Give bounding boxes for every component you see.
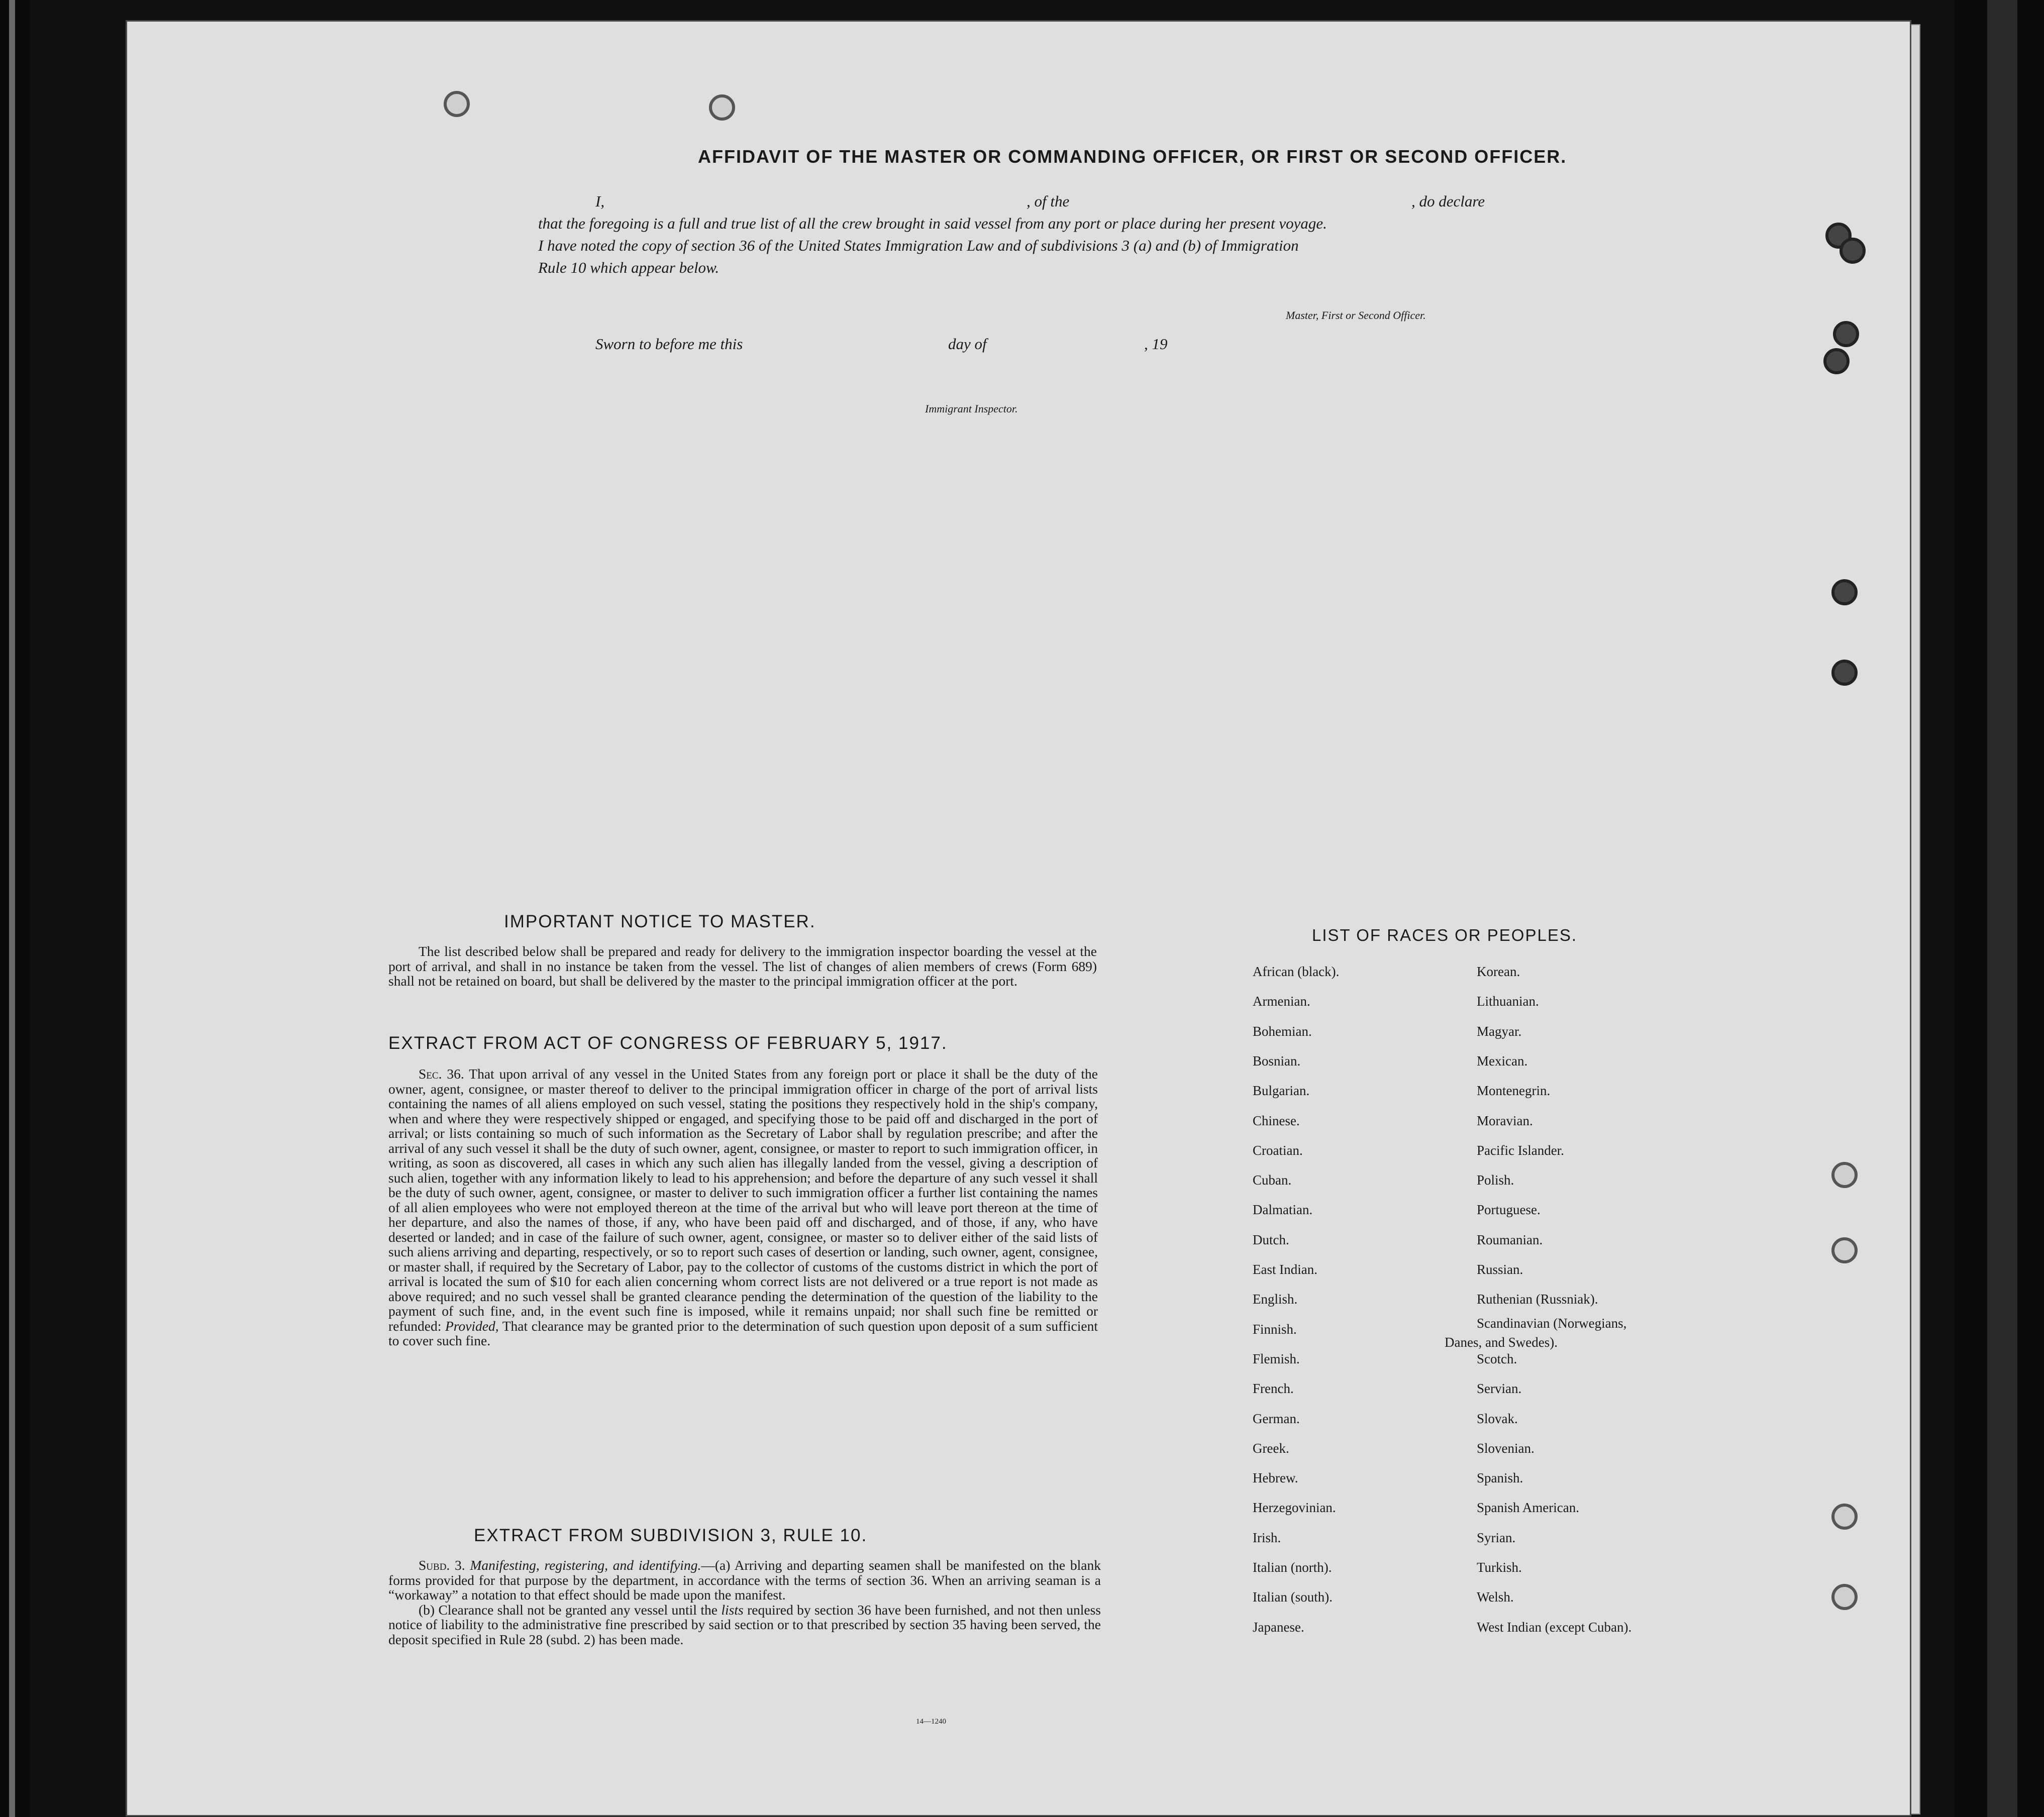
punch-hole — [1831, 1237, 1858, 1263]
race-item: Scotch. — [1477, 1351, 1517, 1366]
punch-hole — [1831, 579, 1858, 605]
rule-para-b-lists: lists — [721, 1601, 744, 1618]
punch-hole — [1831, 1584, 1858, 1610]
race-item: East Indian. — [1253, 1262, 1317, 1277]
race-item: Slovak. — [1477, 1411, 1518, 1426]
binder-right-strip — [1987, 0, 2017, 1817]
race-item: Ruthenian (Russniak). — [1477, 1292, 1598, 1307]
race-item: African (black). — [1253, 964, 1340, 979]
sworn-year: , 19 — [1144, 335, 1168, 353]
race-item: Italian (north). — [1253, 1560, 1332, 1575]
binder-left-edge — [0, 0, 30, 1817]
race-item: Dutch. — [1253, 1232, 1289, 1247]
race-item: Lithuanian. — [1477, 994, 1539, 1009]
act-provided: Provided, — [445, 1318, 499, 1334]
race-item: Russian. — [1477, 1262, 1523, 1277]
race-item: Croatian. — [1253, 1142, 1303, 1158]
race-item: Armenian. — [1253, 994, 1310, 1009]
race-item: Polish. — [1477, 1172, 1514, 1188]
race-item: Hebrew. — [1253, 1470, 1298, 1486]
race-item: Turkish. — [1477, 1560, 1522, 1575]
race-item: Bulgarian. — [1253, 1083, 1310, 1099]
race-item: Pacific Islander. — [1477, 1142, 1564, 1158]
punch-hole — [1823, 348, 1850, 374]
race-scandinavian-continued: Danes, and Swedes). — [1445, 1335, 1558, 1350]
race-item: French. — [1253, 1381, 1294, 1397]
race-item: Finnish. — [1253, 1321, 1297, 1337]
race-item: Cuban. — [1253, 1172, 1292, 1188]
race-item: Slovenian. — [1477, 1440, 1535, 1456]
sworn-day-of: day of — [948, 335, 987, 353]
manifest-page — [126, 20, 1911, 1816]
act-title: EXTRACT FROM ACT OF CONGRESS OF FEBRUARY 5, 1917. — [388, 1033, 948, 1053]
affidavit-line2: that the foregoing is a full and true list of all the crew brought in said vessel from any port or place during her present voyage. — [538, 215, 1327, 232]
race-item: Portuguese. — [1477, 1202, 1541, 1218]
race-item: Syrian. — [1477, 1530, 1516, 1545]
punch-hole — [1833, 321, 1859, 347]
act-text-end: That clearance may be granted prior to the determination of such question upon deposit of a sum sufficient to cover such fine. — [388, 1318, 1098, 1348]
race-item: Herzegovinian. — [1253, 1500, 1336, 1516]
race-item: German. — [1253, 1411, 1300, 1426]
act-section-label: Sec. 36. — [419, 1066, 464, 1082]
race-item: Chinese. — [1253, 1113, 1300, 1128]
affidavit-line1-mid: , of the — [1027, 192, 1070, 210]
rule-subd-label: Subd. 3. — [419, 1557, 465, 1573]
rule-para-a: —(a) Arriving and departing seamen shall be manifested on the blank forms provided for that purpose by the department, in accordance with the terms of section 36. When an arriving seaman is a “workaway” a notation to that effect should be made upon the manifest. — [388, 1557, 1101, 1602]
punch-hole — [1831, 1504, 1858, 1530]
race-item: Roumanian. — [1477, 1232, 1543, 1247]
notice-text-block — [388, 944, 1097, 989]
affidavit-line3: I have noted the copy of section 36 of the United States Immigration Law and of subdivisions 3 (a) and (b) of Immigration — [538, 237, 1299, 254]
race-item: Scandinavian (Norwegians, — [1477, 1315, 1627, 1331]
race-item: West Indian (except Cuban). — [1477, 1619, 1632, 1635]
race-item: Bohemian. — [1253, 1023, 1312, 1039]
affidavit-line1-end: , do declare — [1411, 192, 1485, 210]
race-item: Servian. — [1477, 1381, 1522, 1397]
race-item: Dalmatian. — [1253, 1202, 1313, 1218]
notice-text: The list described below shall be prepared and ready for delivery to the immigration inspector boarding the vessel at the port of arrival, and shall in no instance be taken from the vessel. The list of changes of alien members of crews (Form 689) shall not be retained on board, but shall be delivered by the master to the principal immigration officer at the port. — [388, 943, 1097, 989]
race-item: Bosnian. — [1253, 1053, 1301, 1068]
race-item: Flemish. — [1253, 1351, 1300, 1366]
inspector-label: Immigrant Inspector. — [925, 402, 1018, 415]
affidavit-line1-start: I, — [595, 192, 605, 210]
races-title: LIST OF RACES OR PEOPLES. — [1312, 926, 1578, 944]
race-item: Mexican. — [1477, 1053, 1528, 1068]
race-item: Montenegrin. — [1477, 1083, 1551, 1099]
sworn-text: Sworn to before me this — [595, 335, 743, 353]
race-item: Welsh. — [1477, 1589, 1514, 1605]
race-item: Spanish American. — [1477, 1500, 1579, 1516]
punch-hole — [1831, 1162, 1858, 1188]
race-item: English. — [1253, 1292, 1298, 1307]
rule-text-block — [388, 1558, 1101, 1647]
affidavit-title: AFFIDAVIT OF THE MASTER OR COMMANDING OFFICER, OR FIRST OR SECOND OFFICER. — [698, 146, 1567, 167]
master-signature-label: Master, First or Second Officer. — [1286, 309, 1426, 322]
punch-hole — [1839, 238, 1866, 264]
act-text: That upon arrival of any vessel in the United States from any foreign port or place it shall be the duty of the owner, agent, consignee, or master thereof to deliver to the principal immigration officer in charge of the port of arrival lists containing the names of all aliens employed on such vessel, stating the positions they respectively hold in the ship's company, when and where they were respectively shipped or engaged, and specifying those to be paid off and discharged in the port of arrival; or lists containing so much of such information as the Secretary of Labor shall by regulation prescribe; and after the arrival of any such vessel it shall be the duty of such owner, agent, consignee, or master to report to such immigration officer, in writing, as soon as discovered, all cases in which any such alien has illegally landed from the vessel, giving a description of such alien, together with any information likely to lead to his apprehension; and before the departure of any such vessel it shall be the duty of such owner, agent, consignee, or master to deliver to such immigration officer a further list containing the names of all alien employees who were not employed thereon at the time of the arrival but who will leave port thereon at the time of her departure, and also the names of those, if any, who have been paid off and discharged, and of those, if any, who have deserted or landed; and in case of the failure of such owner, agent, consignee, or master so to deliver either of the said lists of such aliens arriving and departing, respectively, or so to report such cases of desertion or landing, such owner, agent, consignee, or master shall, if required by the Secretary of Labor, pay to the collector of customs of the customs district in which the port of arrival is located the sum of $10 for each alien concerning whom correct lists are not delivered or a true report is not made as above required; and no such vessel shall be granted clearance pending the determination of the question of the liability to the payment of such fine, and, in the event such fine is imposed, while it remains unpaid; nor shall such fine be remitted or refunded: — [388, 1066, 1098, 1334]
punch-hole — [444, 91, 470, 117]
form-number: 14—1240 — [916, 1718, 946, 1726]
rule-title: EXTRACT FROM SUBDIVISION 3, RULE 10. — [474, 1526, 868, 1545]
race-item: Italian (south). — [1253, 1589, 1333, 1605]
affidavit-line4: Rule 10 which appear below. — [538, 259, 720, 276]
act-text-block — [388, 1066, 1098, 1348]
race-item: Moravian. — [1477, 1113, 1533, 1128]
punch-hole — [709, 94, 735, 121]
rule-para-b-end: required by section 36 have been furnished, and not then unless notice of liability to the administrative fine prescribed by said section or to that prescribed by section 35 having been served, the deposit specified in Rule 28 (subd. 2) has been made. — [388, 1601, 1101, 1647]
rule-subd-italic: Manifesting, registering, and identifying. — [470, 1557, 701, 1573]
rule-para-b-start: (b) Clearance shall not be granted any vessel until the — [419, 1601, 718, 1618]
punch-hole — [1831, 660, 1858, 686]
notice-title: IMPORTANT NOTICE TO MASTER. — [504, 912, 816, 931]
race-item: Korean. — [1477, 964, 1520, 979]
race-item: Greek. — [1253, 1440, 1289, 1456]
race-item: Irish. — [1253, 1530, 1281, 1545]
binder-left-strip — [9, 0, 15, 1817]
race-item: Magyar. — [1477, 1023, 1522, 1039]
race-item: Japanese. — [1253, 1619, 1304, 1635]
race-item: Spanish. — [1477, 1470, 1523, 1486]
